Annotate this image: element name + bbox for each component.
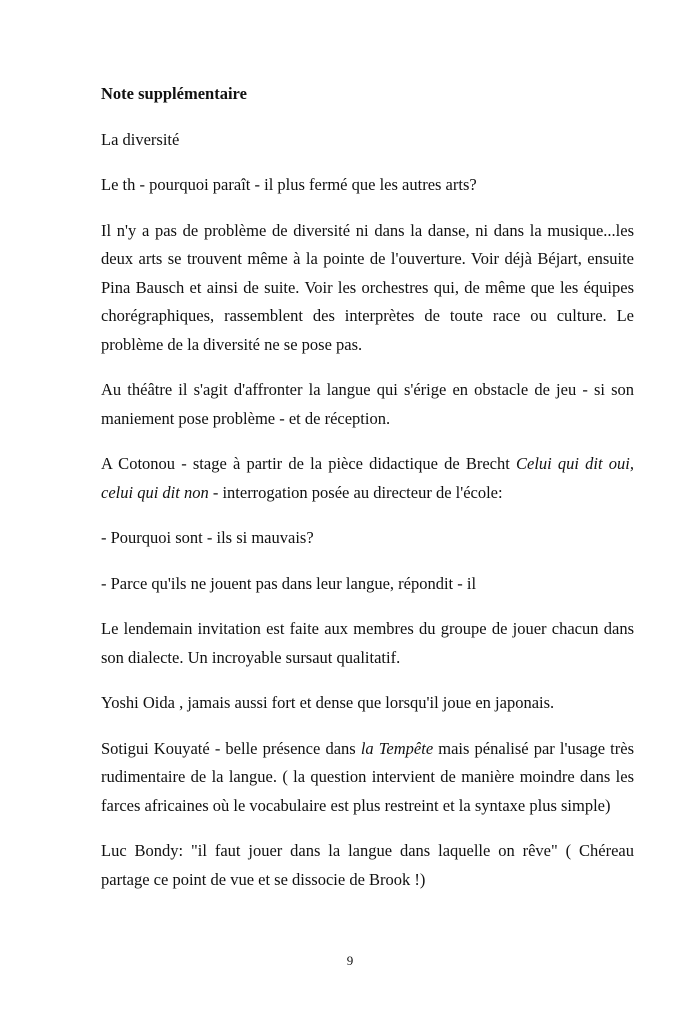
paragraph-next-day: Le lendemain invitation est faite aux membres du groupe de jouer chacun dans son dialecte. Un incroyable sursaut qualitatif.	[101, 619, 634, 667]
paragraph-cotonou	[101, 450, 634, 507]
note-heading: Note supplémentaire	[101, 84, 247, 103]
section-subheading: La diversité	[101, 129, 180, 149]
dialogue-question: - Pourquoi sont - ils si mauvais?	[101, 528, 314, 547]
paragraph-theatre-language: Au théâtre il s'agit d'affronter la langue qui s'érige en obstacle de jeu - si son maniement pose problème - et de réception.	[101, 380, 634, 428]
cotonou-text-after: - interrogation posée au directeur de l'école:	[208, 482, 503, 502]
paragraph-luc-bondy: Luc Bondy: "il faut jouer dans la langue dans laquelle on rêve" ( Chéreau partage ce point de vue et se dissocie de Brook !)	[101, 841, 634, 889]
question-line: Le th - pourquoi paraît - il plus fermé que les autres arts?	[101, 175, 477, 194]
paragraph-diversity: Il n'y a pas de problème de diversité ni dans la danse, ni dans la musique...les deux arts se trouvent même à la pointe de l'ouverture. Voir déjà Béjart, ensuite Pina Bausch et ainsi de suite. Voir les orchestres qui, de même que les équipes chorégraphiques, rassemblent des interprètes de toute race ou culture. Le problème de la diversité ne se pose pas.	[101, 220, 634, 354]
cotonou-text-before: A Cotonou - stage à partir de la pièce didactique de Brecht	[101, 454, 516, 473]
document-body	[101, 80, 634, 911]
tempete-title: la Tempête	[360, 738, 434, 758]
page-number: 9	[346, 953, 354, 968]
kouyate-text-after: mais pénalisé par l'usage très rudimentaire de la langue. ( la question intervient de manière moindre dans les farces africaines où le vocabulaire est plus restreint et la syntaxe plus simple)	[101, 738, 634, 815]
paragraph-yoshi-oida: Yoshi Oida , jamais aussi fort et dense que lorsqu'il joue en japonais.	[101, 693, 555, 712]
brecht-play-title: Celui qui dit oui, celui qui dit non	[101, 454, 634, 502]
kouyate-text-before: Sotigui Kouyaté - belle présence dans	[101, 738, 361, 758]
paragraph-sotigui-kouyate	[101, 735, 634, 821]
dialogue-answer: - Parce qu'ils ne jouent pas dans leur langue, répondit - il	[101, 573, 477, 593]
